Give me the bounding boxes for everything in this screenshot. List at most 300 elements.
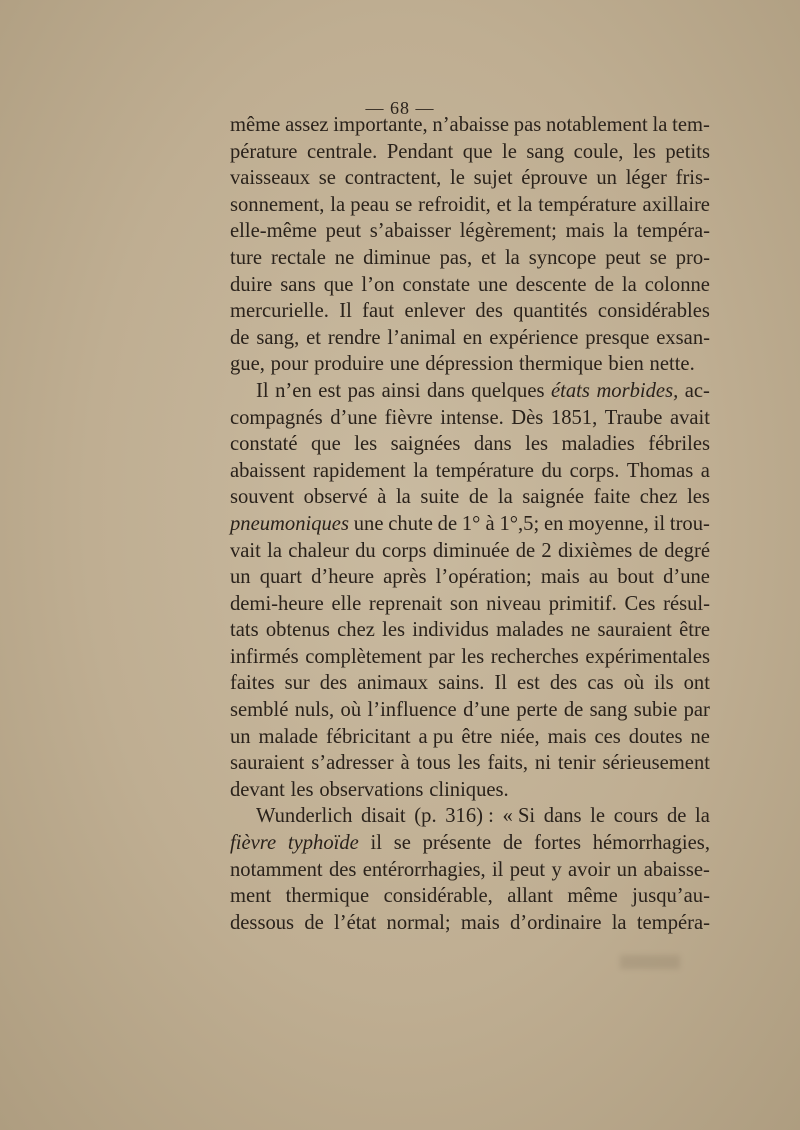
word: dixièmes [557,539,633,562]
word: constate [402,273,471,296]
word: de [638,539,658,562]
word: sur [284,672,310,695]
word: tempéra- [636,911,710,934]
word: vait [230,539,261,562]
word: dans [543,805,582,828]
word: d’une [463,699,510,722]
word: peut [325,220,362,243]
word: tem- [672,114,710,136]
word: tous [416,752,451,775]
word: elle-même [230,220,317,243]
word: expérience [489,326,579,349]
word: le [450,167,465,190]
word: expérimentales [585,645,710,668]
word: perte [516,699,558,722]
word: il [370,832,382,855]
page-number: — 68 — [365,98,435,118]
word: dépression [425,353,514,376]
word: ne [690,725,710,748]
word: corps. [569,459,620,482]
word: Thomas [626,459,694,482]
word: considérables [597,300,710,323]
word: Il [494,672,508,695]
word: une [353,512,384,535]
word: l’on [361,273,395,296]
word: mais [547,725,587,748]
word: 1° à [461,512,495,535]
word: ces [594,725,621,748]
word: bout [617,566,654,589]
word: et [496,193,512,216]
word: que [323,273,354,296]
word: des [319,672,348,695]
word: le [501,140,517,163]
word: complètement [305,645,422,668]
word: un [230,725,251,748]
word: moyenne, [568,512,649,535]
word: résul- [663,592,710,615]
word: descente [515,273,587,296]
word: par [683,699,710,722]
word: la [267,539,283,562]
word: dans [473,433,512,456]
word: l’état [333,911,377,934]
word: assez [285,114,329,136]
word: quelques [471,379,545,402]
word: et [306,326,321,349]
word: où [623,672,645,695]
word: n’en [275,379,312,402]
word: trou- [669,512,710,535]
text-line [230,458,710,485]
word: par [428,645,455,668]
word: niée, [500,725,540,748]
word: un [230,566,251,589]
word: du [355,539,376,562]
body-text [230,112,710,936]
word: souvent [230,486,295,509]
word: les [632,140,656,163]
word: suite [420,486,460,509]
word: intense. [440,406,504,429]
word: jusqu’au- [632,885,710,908]
text-line [230,670,710,697]
word: chez [337,619,375,642]
word: chute [388,512,433,535]
word: sang [589,699,628,722]
word: disait [361,805,406,828]
word: être [461,725,493,748]
word: pas, [439,246,473,269]
word: ne [334,246,355,269]
word: pro- [675,246,710,269]
word: l’influence [367,699,457,722]
word: un [596,167,617,190]
word: sang [526,140,565,163]
word: syncope [528,246,597,269]
word: rapidement [313,459,406,482]
word: ment [230,885,272,908]
word: que [462,140,493,163]
word: tats [230,619,259,642]
word: sauraient [597,619,672,642]
word: vaisseaux [230,167,311,190]
word: constaté [230,433,298,456]
word: température [538,193,637,216]
text-line [230,325,710,352]
word: observé [303,486,368,509]
word: de [304,911,324,934]
word: presque [585,326,650,349]
word: les [290,778,314,801]
word: peut [605,246,641,269]
word: d’une [330,406,378,429]
text-line [230,750,710,777]
word: sonnement, [230,193,325,216]
word: le [590,805,606,828]
word: cas [587,672,614,695]
word: à [400,752,410,775]
word: de [437,512,458,535]
word: présente [422,832,492,855]
word: morbides, [596,379,679,402]
word: mercurielle. [230,300,329,323]
word: allant [507,885,553,908]
word: les [382,619,405,642]
word: elle [331,592,362,615]
text-line [230,112,710,139]
word: avoir [568,858,611,881]
word: petits [665,140,710,163]
word: a pu [418,725,454,748]
word: un [616,858,638,881]
word: d’ordinaire [509,911,602,934]
word: ture [230,246,263,269]
text-line [230,697,710,724]
word: de [502,832,523,855]
word: fièvre [384,406,433,429]
word: une [389,353,420,376]
word: saignée [522,486,585,509]
word: la [695,805,710,828]
word: « Si [502,805,536,828]
word: sujet [473,167,513,190]
word: n’abaisse [432,114,510,136]
word: des [549,672,578,695]
text-line [230,857,710,884]
text-line [230,272,710,299]
word: la [613,220,629,243]
word: se [649,246,667,269]
word: maladies [561,433,635,456]
word: importante, [333,114,428,136]
word: notablement [545,114,648,136]
word: une [477,273,508,296]
word: ils [654,672,674,695]
word: diminuée [432,539,510,562]
word: nuls, [294,699,335,722]
word: s’adresser [311,752,394,775]
word: dans [427,379,465,402]
word: rendre [327,326,381,349]
word: 1851, [550,406,598,429]
word: produire [314,353,384,376]
word: corps [381,539,427,562]
word: de [468,486,489,509]
word: fébricitant [325,725,411,748]
word: même [230,114,281,136]
word: son [449,592,479,615]
text-line [230,617,710,644]
word: exsan- [656,326,710,349]
word: 1°,5; [499,512,540,535]
word: notamment [230,858,323,881]
word: éprouve [521,167,588,190]
word: la [621,273,637,296]
word: les [687,486,710,509]
word: tenir [557,752,596,775]
word: abaissent [230,459,306,482]
word: sang, [256,326,300,349]
word: sérieusement [602,752,710,775]
text-line [230,591,710,618]
word: devant [230,778,285,801]
word: ont [683,672,710,695]
word: la [395,486,411,509]
word: Il [256,379,269,402]
word: entérorrhagies, [362,858,486,881]
text-line [230,298,710,325]
word: refroidit, [418,193,491,216]
word: pérature [230,140,298,163]
word: recherches [490,645,579,668]
text-line [230,431,710,458]
word: colonne [644,273,710,296]
word: l’animal [387,326,456,349]
text-line [230,405,710,432]
word: la peau [330,193,390,216]
word: même [567,885,618,908]
word: malade [258,725,319,748]
word: animaux [357,672,429,695]
word: l’opération; [435,566,532,589]
word: semblé [230,699,289,722]
paper-stain [620,955,680,969]
word: faits, [487,752,529,775]
word: 2 [541,539,552,562]
word: typhoïde [287,832,359,855]
word: thermique [285,885,370,908]
word: 316) : [445,805,494,828]
word: duire [230,273,273,296]
text-line [230,192,710,219]
text-line [230,165,710,192]
word: (p. [414,805,437,828]
text-line [230,777,710,804]
word: considérable, [383,885,493,908]
word: sains. [438,672,485,695]
word: cliniques. [429,778,509,801]
word: au [588,566,609,589]
word: faite [593,486,631,509]
word: il [653,512,666,535]
word: fortes [534,832,581,855]
word: états [551,379,590,402]
word: à [377,486,387,509]
word: hémorrhagies, [592,832,710,855]
word: Pendant [386,140,454,163]
word: faites [230,672,275,695]
word: centrale. [306,140,378,163]
word: Dès [511,406,544,429]
text-line [230,883,710,910]
word: mais [540,566,580,589]
text-line [230,245,710,272]
word: individus [412,619,489,642]
word: d’une [663,566,710,589]
word: ne [570,619,591,642]
word: est [517,672,540,695]
word: de [666,805,687,828]
word: abaisse- [643,858,710,881]
word: ni [534,752,551,775]
word: est [318,379,342,402]
word: après [383,566,427,589]
word: température [435,459,534,482]
word: de [230,326,250,349]
word: pas [347,379,376,402]
word: des [328,858,357,881]
word: quart [259,566,303,589]
text-line [230,511,710,538]
word: les [457,752,481,775]
word: subie [633,699,678,722]
word: obtenus [265,619,330,642]
word: de [515,539,536,562]
word: observations [319,778,424,801]
word: avait [669,406,710,429]
word: la [611,911,627,934]
word: rectale [270,246,326,269]
word: de [594,273,614,296]
word: que [310,433,341,456]
word: quantités [513,300,588,323]
word: thermique [519,353,603,376]
word: malades [496,619,564,642]
word: Ces [624,592,656,615]
word: ac- [684,379,710,402]
word: enlever [404,300,466,323]
word: coule, [573,140,624,163]
word: léger [625,167,667,190]
word: fris- [675,167,710,190]
word: contractent, [344,167,442,190]
text-line [230,378,710,405]
word: reprenait [368,592,443,615]
word: en [462,326,483,349]
text-line [230,218,710,245]
word: sans [280,273,316,296]
word: sauraient [230,752,305,775]
word: faut [362,300,395,323]
word: a [700,459,710,482]
word: se [395,193,413,216]
text-line [230,910,710,937]
word: fébriles [648,433,710,456]
word: fièvre [230,832,277,855]
text-line [230,564,710,591]
word: chaleur [288,539,349,562]
word: Il [339,300,352,323]
word: la [517,193,533,216]
word: de [563,699,584,722]
word: doutes [628,725,683,748]
word: du [541,459,563,482]
text-line [230,803,710,830]
word: mais [460,911,500,934]
text-line [230,644,710,671]
word: degré [664,539,710,562]
word: pas [513,114,542,136]
word: en [543,512,564,535]
word: diminue [363,246,431,269]
word: demi-heure [230,592,324,615]
word: nette. [649,353,695,376]
word: Wunderlich [256,805,353,828]
word: où [340,699,362,722]
word: se [393,832,411,855]
word: pneumoniques [230,512,349,535]
word: il [491,858,504,881]
word: saignées [390,433,461,456]
word: chez [639,486,678,509]
word: d’heure [311,566,374,589]
word: compagnés [230,406,323,429]
word: infirmés [230,645,299,668]
text-line [230,724,710,751]
word: normal; [386,911,451,934]
word: dessous [230,911,295,934]
word: légèrement; [459,220,557,243]
word: des [475,300,503,323]
word: bien [608,353,644,376]
word: s’abaisser [369,220,451,243]
word: mais [565,220,605,243]
word: axillaire [642,193,710,216]
word: niveau [486,592,542,615]
word: primitif. [548,592,617,615]
word: les [525,433,549,456]
text-line [230,830,710,857]
word: la [497,486,513,509]
text-line [230,538,710,565]
word: Traube [604,406,663,429]
word: la [413,459,429,482]
word: et [481,246,497,269]
text-line [230,351,710,378]
word: les [461,645,485,668]
word: la [652,114,668,136]
word: les [354,433,378,456]
text-line [230,139,710,166]
word: pour [270,353,309,376]
word: peut [509,858,546,881]
word: y [551,858,562,881]
word: cours [613,805,659,828]
word: la [504,246,520,269]
word: se [318,167,336,190]
word: gue, [230,353,265,376]
